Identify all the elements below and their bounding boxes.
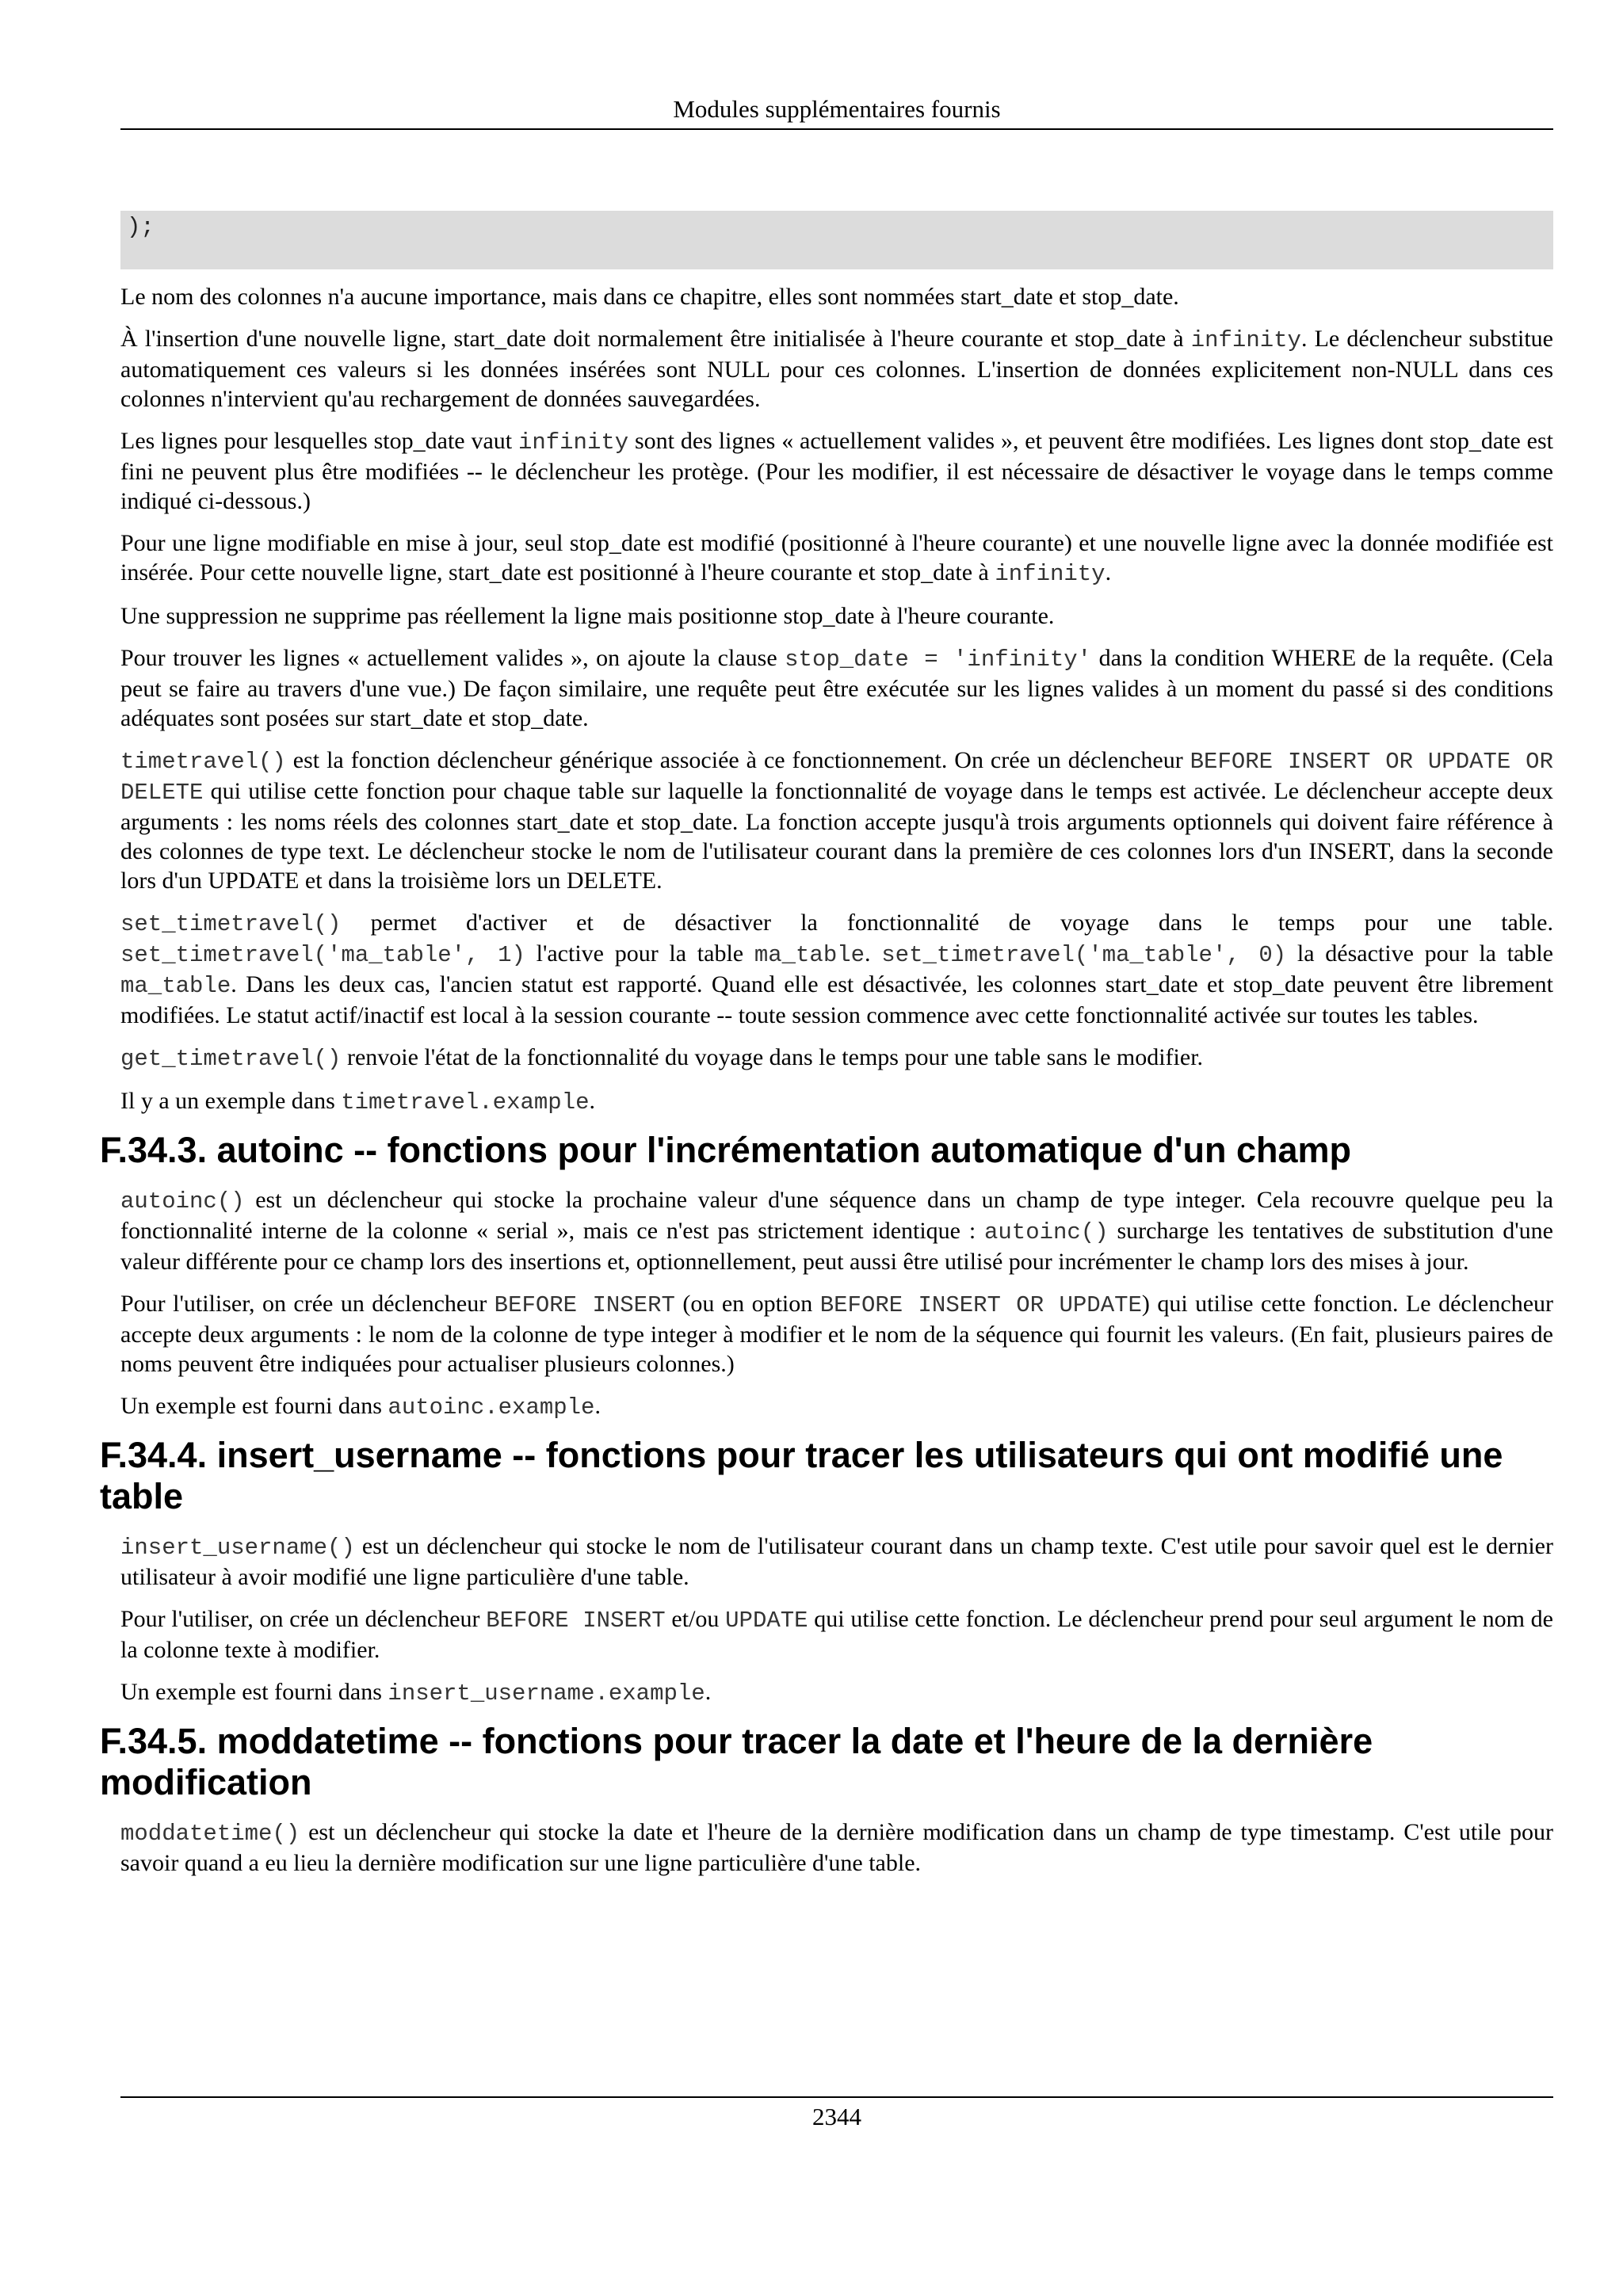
inline-code: set_timetravel() xyxy=(120,911,342,937)
paragraph: Pour l'utiliser, on crée un déclencheur BEFORE INSERT et/ou UPDATE qui utilise cette fonction. Le déclencheur prend pour seul argument le nom de la colonne texte à modifier. xyxy=(120,1606,1553,1663)
header-rule xyxy=(120,128,1553,130)
inline-code: autoinc.example xyxy=(388,1394,595,1421)
inline-code: infinity xyxy=(995,561,1106,587)
inline-code: BEFORE INSERT OR UPDATE xyxy=(819,1292,1142,1318)
page-body xyxy=(100,211,1553,1890)
paragraph: autoinc() est un déclencheur qui stocke la prochaine valeur d'une séquence dans un champ de type integer. Cela recouvre quelque peu la fonctionnalité interne de la colonne « serial », mais ce n'est pas strictement identique : autoinc() surcharge les tentatives de substitution d'une valeur différente pour ce champ lors des insertions et, optionnellement, peut aussi être utilisé pour incrémenter le champ lors des mises à jour. xyxy=(120,1187,1553,1275)
inline-code: stop_date = 'infinity' xyxy=(785,646,1092,673)
paragraph: Un exemple est fourni dans insert_username.example. xyxy=(120,1679,712,1707)
footer-rule xyxy=(120,2096,1553,2098)
inline-code: infinity xyxy=(1190,327,1301,353)
inline-code: UPDATE xyxy=(725,1608,808,1634)
section-heading-insert-username: F.34.4. insert_username -- fonctions pour tracer les utilisateurs qui ont modifié une table xyxy=(100,1435,1503,1516)
paragraph: moddatetime() est un déclencheur qui stocke la date et l'heure de la dernière modification dans un champ de type timestamp. C'est utile pour savoir quand a eu lieu la dernière modification sur une ligne particulière d'une table. xyxy=(120,1819,1553,1876)
paragraph: Un exemple est fourni dans autoinc.example. xyxy=(120,1393,601,1421)
paragraph: get_timetravel() renvoie l'état de la fonctionnalité du voyage dans le temps pour une table sans le modifier. xyxy=(120,1044,1204,1072)
inline-code: ma_table xyxy=(754,942,865,968)
running-header: Modules supplémentaires fournis xyxy=(673,95,1001,123)
paragraph: set_timetravel() permet d'activer et de désactiver la fonctionnalité de voyage dans le temps pour une table. set_timetravel('ma_table', 1) l'active pour la table ma_table. set_timetravel('ma_table', 0) la désactive pour la table ma_table. Dans les deux cas, l'ancien statut est rapporté. Quand elle est désactivée, les colonnes start_date et stop_date peuvent être librement modifiées. Le statut actif/inactif est local à la session courante -- toute session commence avec cette fonctionnalité activée sur toutes les tables. xyxy=(120,910,1553,1028)
paragraph: Pour trouver les lignes « actuellement valides », on ajoute la clause stop_date = 'infinity' dans la condition WHERE de la requête. (Cela peut se faire au travers d'une vue.) De façon similaire, une requête peut être exécutée sur les lignes valides à un moment du passé si des conditions adéquates sont posées sur start_date et stop_date. xyxy=(120,645,1553,731)
inline-code: insert_username.example xyxy=(388,1680,705,1707)
inline-code: BEFORE INSERT OR UPDATE OR DELETE xyxy=(120,749,1553,806)
section-heading-moddatetime: F.34.5. moddatetime -- fonctions pour tracer la date et l'heure de la dernière modification xyxy=(100,1721,1373,1802)
inline-code: autoinc() xyxy=(983,1219,1109,1245)
paragraph: Pour une ligne modifiable en mise à jour, seul stop_date est modifié (positionné à l'heure courante) et une nouvelle ligne avec la donnée modifiée est insérée. Pour cette nouvelle ligne, start_date est positionné à l'heure courante et stop_date à infinity. xyxy=(120,530,1553,587)
inline-code: timetravel.example xyxy=(341,1089,590,1116)
paragraph: timetravel() est la fonction déclencheur générique associée à ce fonctionnement. On crée un déclencheur BEFORE INSERT OR UPDATE OR DELETE qui utilise cette fonction pour chaque table sur laquelle la fonctionnalité de voyage dans le temps est activée. Le déclencheur accepte deux arguments : les noms réels des colonnes start_date et stop_date. La fonction accepte jusqu'à trois arguments optionnels qui doivent faire référence à des colonnes de type text. Le déclencheur stocke le nom de l'utilisateur courant dans la première de ces colonnes lors d'un INSERT, dans la seconde lors d'un UPDATE et dans la troisième lors un DELETE. xyxy=(120,747,1553,894)
paragraph: Pour l'utiliser, on crée un déclencheur BEFORE INSERT (ou en option BEFORE INSERT OR UPDATE) qui utilise cette fonction. Le déclencheur accepte deux arguments : le nom de la colonne de type integer à modifier et le nom de la séquence qui fournit les valeurs. (En fait, plusieurs paires de noms peuvent être indiquées pour actualiser plusieurs colonnes.) xyxy=(120,1291,1553,1377)
page-number: 2344 xyxy=(812,2103,861,2130)
inline-code: timetravel() xyxy=(120,749,286,775)
inline-code: set_timetravel('ma_table', 1) xyxy=(120,942,525,968)
paragraph: Les lignes pour lesquelles stop_date vaut infinity sont des lignes « actuellement valides », et peuvent être modifiées. Les lignes dont stop_date est fini ne peuvent plus être modifiées -- le déclencheur les protège. (Pour les modifier, il est nécessaire de désactiver le voyage dans le temps comme indiqué ci-dessous.) xyxy=(120,428,1553,514)
inline-code: get_timetravel() xyxy=(120,1046,342,1072)
inline-code: moddatetime() xyxy=(120,1821,300,1847)
inline-code: insert_username() xyxy=(120,1535,355,1561)
paragraph: Une suppression ne supprime pas réellement la ligne mais positionne stop_date à l'heure courante. xyxy=(120,603,1055,629)
inline-code: infinity xyxy=(517,429,629,456)
code-block: ); xyxy=(120,211,1553,269)
inline-code: set_timetravel('ma_table', 0) xyxy=(881,942,1287,968)
inline-code: ma_table xyxy=(120,973,231,999)
paragraph: Le nom des colonnes n'a aucune importance, mais dans ce chapitre, elles sont nommées start_date et stop_date. xyxy=(120,284,1179,310)
section-heading-autoinc: F.34.3. autoinc -- fonctions pour l'incrémentation automatique d'un champ xyxy=(100,1130,1352,1170)
inline-code: autoinc() xyxy=(120,1188,245,1215)
inline-code: BEFORE INSERT xyxy=(494,1292,675,1318)
paragraph: insert_username() est un déclencheur qui stocke le nom de l'utilisateur courant dans un champ texte. C'est utile pour savoir quel est le dernier utilisateur à avoir modifié une ligne particulière d'une table. xyxy=(120,1533,1553,1590)
paragraph: Il y a un exemple dans timetravel.example. xyxy=(120,1088,596,1116)
inline-code: BEFORE INSERT xyxy=(486,1608,666,1634)
paragraph: À l'insertion d'une nouvelle ligne, start_date doit normalement être initialisée à l'heure courante et stop_date à infinity. Le déclencheur substitue automatiquement ces valeurs si les données insérées sont NULL pour ces colonnes. L'insertion de données explicitement non-NULL dans ces colonnes n'intervient qu'au rechargement de données sauvegardées. xyxy=(120,326,1553,412)
